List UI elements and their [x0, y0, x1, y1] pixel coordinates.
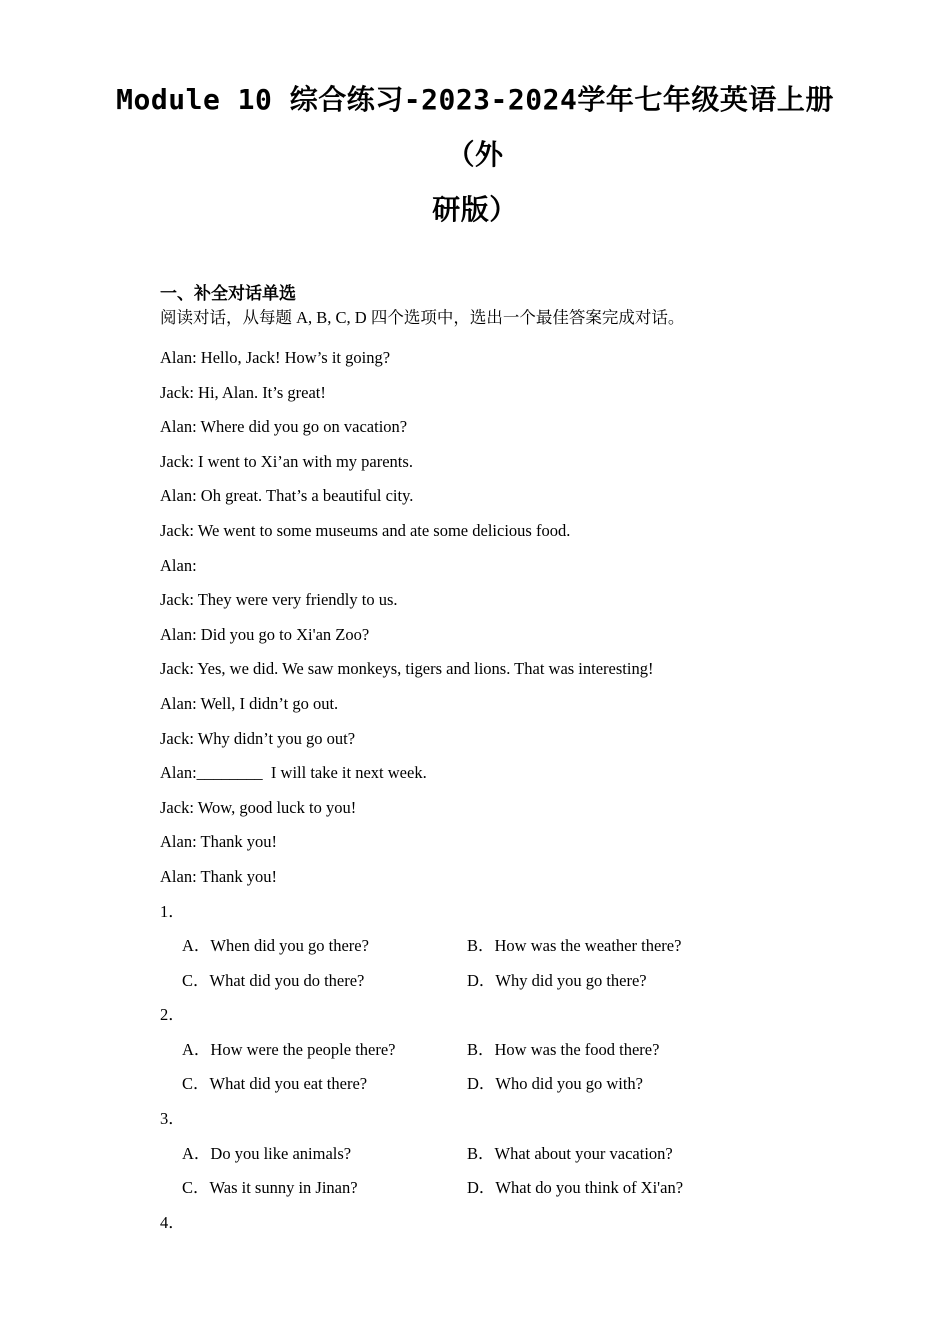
- option-a: A．Do you like animals?: [182, 1143, 352, 1163]
- question-number: 2．: [160, 1005, 185, 1025]
- option-d: D．Why did you go there?: [467, 970, 647, 990]
- dialogue-line: Jack: Hi, Alan. It’s great!: [160, 382, 326, 402]
- dialogue-line: Alan: Did you go to Xi'an Zoo?: [160, 624, 370, 644]
- dialogue-line: Alan: Thank you!: [160, 866, 278, 886]
- question-2: [160, 998, 790, 1102]
- question-number: 1．: [160, 901, 185, 921]
- dialogue-line: Jack: Why didn’t you go out?: [160, 728, 356, 748]
- page-title: [90, 72, 860, 237]
- question-1-options: [160, 929, 790, 998]
- dialogue-line: Alan: Thank you!: [160, 832, 278, 852]
- option-a: A．How were the people there?: [182, 1039, 396, 1059]
- option-d: D．What do you think of Xi'an?: [467, 1178, 684, 1198]
- dialogue-block: [160, 341, 790, 895]
- section-heading: 一、补全对话单选: [160, 284, 296, 303]
- option-c: C．Was it sunny in Jinan?: [182, 1178, 358, 1198]
- dialogue-line: Alan: Well, I didn’t go out.: [160, 693, 339, 713]
- option-d: D．Who did you go with?: [467, 1074, 643, 1094]
- dialogue-line: Jack: Wow, good luck to you!: [160, 797, 357, 817]
- dialogue-line-with-blank: Alan:________ I will take it next week.: [160, 763, 427, 783]
- dialogue-line: Alan: Oh great. That’s a beautiful city.: [160, 486, 414, 506]
- question-4: [160, 1206, 790, 1241]
- dialogue-line: Alan:: [160, 555, 197, 575]
- option-b: B．How was the food there?: [467, 1039, 660, 1059]
- option-c: C．What did you do there?: [182, 970, 365, 990]
- section-instruction: 阅读对话，从每题 A, B, C, D 四个选项中，选出一个最佳答案完成对话。: [160, 308, 685, 327]
- dialogue-line: Jack: Yes, we did. We saw monkeys, tigers and lions. That was interesting!: [160, 659, 654, 679]
- question-1: [160, 895, 790, 999]
- option-c: C．What did you eat there?: [182, 1074, 368, 1094]
- question-3: [160, 1102, 790, 1206]
- page-content: [160, 282, 790, 1240]
- page-title-line-1: Module 10 综合练习-2023-2024学年七年级英语上册 （外: [116, 83, 834, 171]
- dialogue-line: Jack: We went to some museums and ate some delicious food.: [160, 520, 571, 540]
- option-a: A．When did you go there?: [182, 936, 369, 956]
- page-title-line-2: 研版）: [432, 193, 518, 226]
- option-b: B．How was the weather there?: [467, 936, 682, 956]
- question-2-options: [160, 1033, 790, 1102]
- question-3-options: [160, 1137, 790, 1206]
- question-number: 3．: [160, 1109, 185, 1129]
- dialogue-line: Jack: They were very friendly to us.: [160, 590, 398, 610]
- dialogue-line: Alan: Where did you go on vacation?: [160, 417, 408, 437]
- question-number: 4．: [160, 1212, 185, 1232]
- option-b: B．What about your vacation?: [467, 1143, 673, 1163]
- dialogue-line: Alan: Hello, Jack! How’s it going?: [160, 348, 391, 367]
- dialogue-line: Jack: I went to Xi’an with my parents.: [160, 451, 413, 471]
